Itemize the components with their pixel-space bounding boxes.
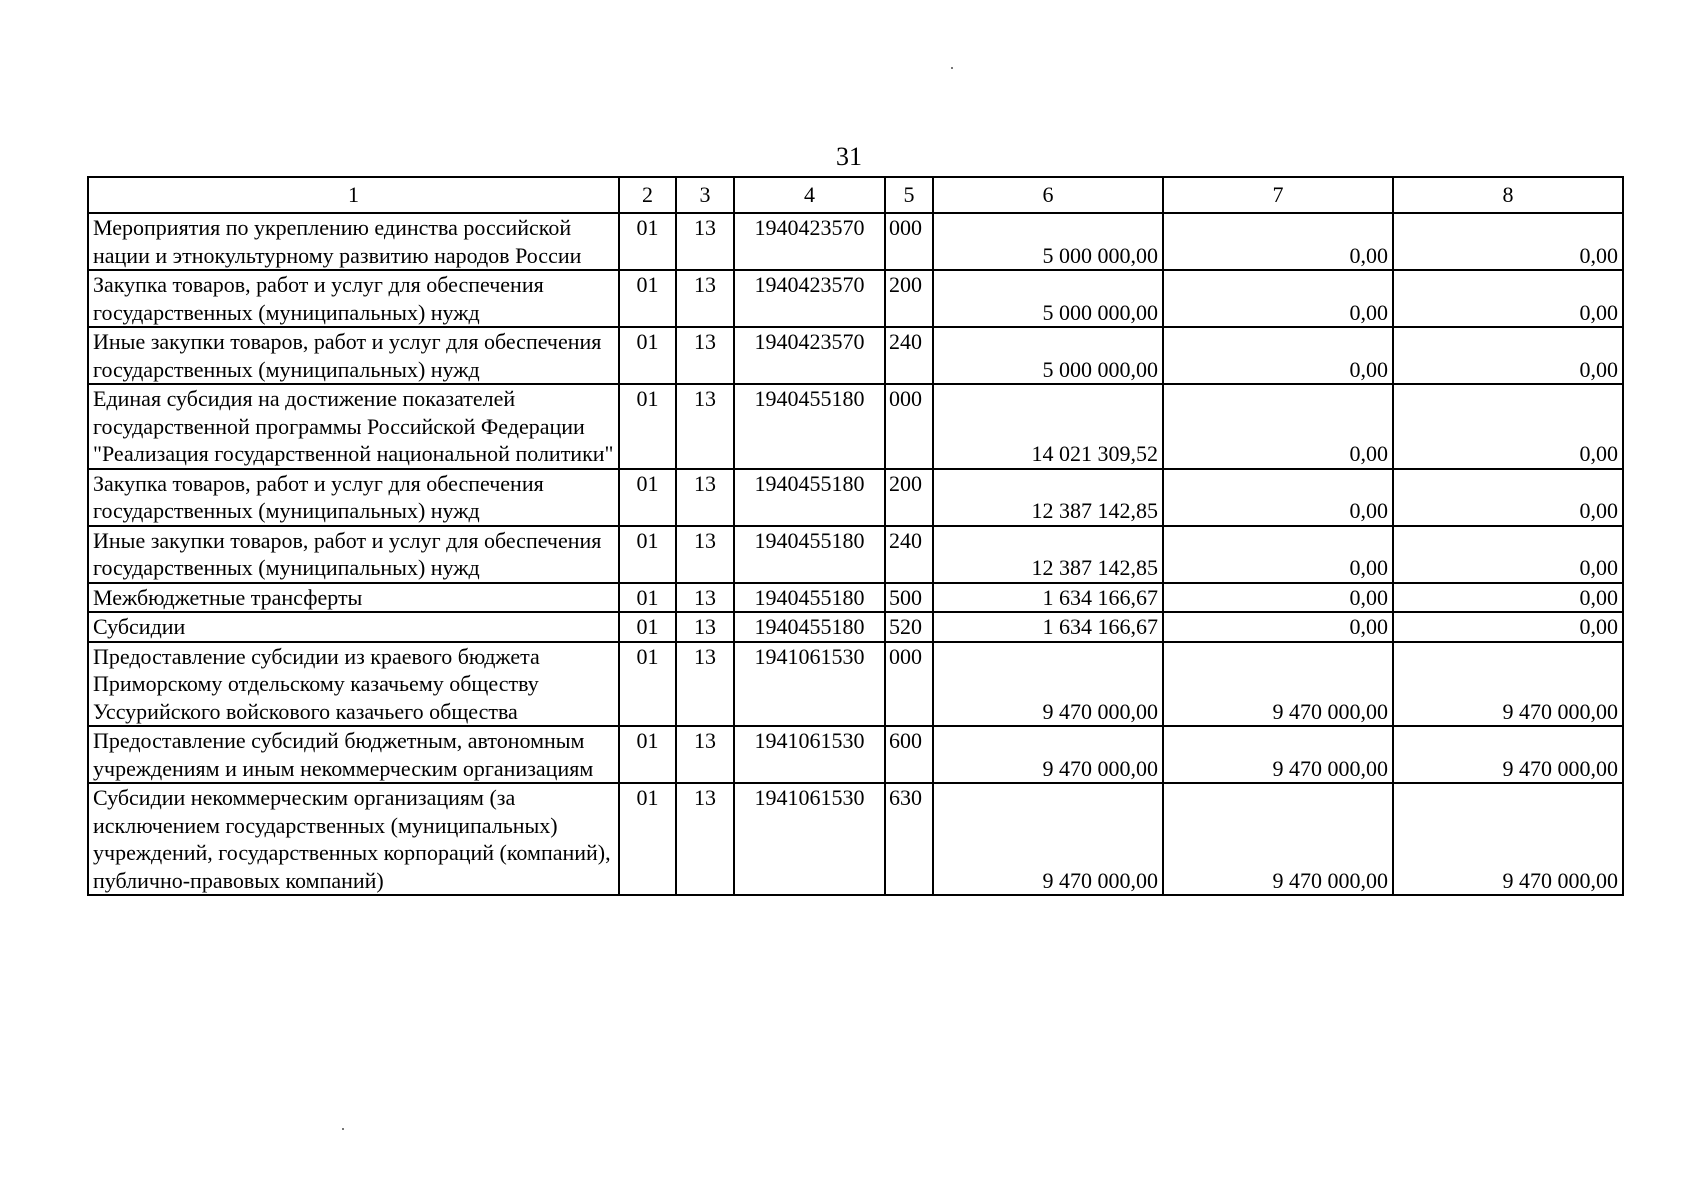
table-body — [88, 213, 1623, 895]
amount-col-7: 0,00 — [1163, 583, 1393, 613]
section-code: 01 — [619, 213, 676, 270]
amount-col-6: 5 000 000,00 — [933, 213, 1163, 270]
target-article-code: 1940455180 — [734, 583, 885, 613]
amount-col-7: 9 470 000,00 — [1163, 642, 1393, 727]
amount-col-6: 12 387 142,85 — [933, 469, 1163, 526]
amount-col-7: 0,00 — [1163, 612, 1393, 642]
target-article-code: 1940423570 — [734, 327, 885, 384]
amount-col-8: 9 470 000,00 — [1393, 783, 1623, 895]
item-name: Единая субсидия на достижение показателей государственной программы Российской Федерации "Реализация государственной национальной политики" — [88, 384, 619, 469]
expense-type-code: 520 — [885, 612, 933, 642]
amount-col-8: 0,00 — [1393, 384, 1623, 469]
item-name: Закупка товаров, работ и услуг для обеспечения государственных (муниципальных) нужд — [88, 469, 619, 526]
item-name: Межбюджетные трансферты — [88, 583, 619, 613]
target-article-code: 1940455180 — [734, 526, 885, 583]
expense-type-code: 000 — [885, 384, 933, 469]
column-header: 1 — [88, 177, 619, 213]
subsection-code: 13 — [676, 469, 734, 526]
item-name: Иные закупки товаров, работ и услуг для обеспечения государственных (муниципальных) нужд — [88, 327, 619, 384]
subsection-code: 13 — [676, 213, 734, 270]
amount-col-8: 9 470 000,00 — [1393, 642, 1623, 727]
amount-col-6: 14 021 309,52 — [933, 384, 1163, 469]
item-name: Предоставление субсидий бюджетным, автономным учреждениям и иным некоммерческим организациям — [88, 726, 619, 783]
column-header: 4 — [734, 177, 885, 213]
amount-col-7: 9 470 000,00 — [1163, 783, 1393, 895]
section-code: 01 — [619, 612, 676, 642]
section-code: 01 — [619, 327, 676, 384]
section-code: 01 — [619, 642, 676, 727]
section-code: 01 — [619, 384, 676, 469]
table-row — [88, 642, 1623, 727]
table-row — [88, 384, 1623, 469]
header-row — [88, 177, 1623, 213]
subsection-code: 13 — [676, 327, 734, 384]
target-article-code: 1940455180 — [734, 384, 885, 469]
amount-col-7: 0,00 — [1163, 469, 1393, 526]
amount-col-6: 9 470 000,00 — [933, 726, 1163, 783]
target-article-code: 1940455180 — [734, 469, 885, 526]
amount-col-6: 12 387 142,85 — [933, 526, 1163, 583]
budget-table — [87, 176, 1624, 896]
amount-col-6: 9 470 000,00 — [933, 783, 1163, 895]
column-header: 5 — [885, 177, 933, 213]
item-name: Мероприятия по укреплению единства российской нации и этнокультурному развитию народов России — [88, 213, 619, 270]
expense-type-code: 240 — [885, 327, 933, 384]
target-article-code: 1941061530 — [734, 726, 885, 783]
table-row — [88, 469, 1623, 526]
amount-col-6: 1 634 166,67 — [933, 612, 1163, 642]
expense-type-code: 240 — [885, 526, 933, 583]
target-article-code: 1940423570 — [734, 270, 885, 327]
subsection-code: 13 — [676, 384, 734, 469]
amount-col-8: 0,00 — [1393, 583, 1623, 613]
table-row — [88, 270, 1623, 327]
amount-col-7: 0,00 — [1163, 384, 1393, 469]
section-code: 01 — [619, 526, 676, 583]
section-code: 01 — [619, 270, 676, 327]
amount-col-6: 5 000 000,00 — [933, 327, 1163, 384]
amount-col-8: 0,00 — [1393, 213, 1623, 270]
expense-type-code: 000 — [885, 642, 933, 727]
table-row — [88, 726, 1623, 783]
amount-col-8: 0,00 — [1393, 469, 1623, 526]
subsection-code: 13 — [676, 612, 734, 642]
amount-col-8: 0,00 — [1393, 612, 1623, 642]
amount-col-7: 0,00 — [1163, 213, 1393, 270]
column-header: 6 — [933, 177, 1163, 213]
expense-type-code: 200 — [885, 469, 933, 526]
column-header: 3 — [676, 177, 734, 213]
amount-col-7: 0,00 — [1163, 327, 1393, 384]
table-row — [88, 526, 1623, 583]
amount-col-6: 9 470 000,00 — [933, 642, 1163, 727]
column-header: 7 — [1163, 177, 1393, 213]
expense-type-code: 200 — [885, 270, 933, 327]
expense-type-code: 600 — [885, 726, 933, 783]
section-code: 01 — [619, 583, 676, 613]
table-row — [88, 213, 1623, 270]
expense-type-code: 630 — [885, 783, 933, 895]
amount-col-8: 9 470 000,00 — [1393, 726, 1623, 783]
column-header: 2 — [619, 177, 676, 213]
table-row — [88, 327, 1623, 384]
item-name: Субсидии некоммерческим организациям (за исключением государственных (муниципальных) учреждений, государственных корпораций (компаний), публично-правовых компаний) — [88, 783, 619, 895]
target-article-code: 1940455180 — [734, 612, 885, 642]
column-header: 8 — [1393, 177, 1623, 213]
subsection-code: 13 — [676, 270, 734, 327]
amount-col-6: 5 000 000,00 — [933, 270, 1163, 327]
amount-col-8: 0,00 — [1393, 270, 1623, 327]
subsection-code: 13 — [676, 583, 734, 613]
target-article-code: 1941061530 — [734, 783, 885, 895]
item-name: Закупка товаров, работ и услуг для обеспечения государственных (муниципальных) нужд — [88, 270, 619, 327]
amount-col-7: 0,00 — [1163, 270, 1393, 327]
scan-speck — [951, 67, 953, 69]
section-code: 01 — [619, 469, 676, 526]
target-article-code: 1940423570 — [734, 213, 885, 270]
subsection-code: 13 — [676, 783, 734, 895]
expense-type-code: 500 — [885, 583, 933, 613]
subsection-code: 13 — [676, 526, 734, 583]
amount-col-8: 0,00 — [1393, 526, 1623, 583]
table-row — [88, 783, 1623, 895]
section-code: 01 — [619, 726, 676, 783]
subsection-code: 13 — [676, 642, 734, 727]
subsection-code: 13 — [676, 726, 734, 783]
expense-type-code: 000 — [885, 213, 933, 270]
amount-col-7: 9 470 000,00 — [1163, 726, 1393, 783]
target-article-code: 1941061530 — [734, 642, 885, 727]
item-name: Субсидии — [88, 612, 619, 642]
section-code: 01 — [619, 783, 676, 895]
page-number: 31 — [836, 142, 862, 171]
table-row — [88, 612, 1623, 642]
amount-col-7: 0,00 — [1163, 526, 1393, 583]
item-name: Иные закупки товаров, работ и услуг для обеспечения государственных (муниципальных) нужд — [88, 526, 619, 583]
scan-speck — [342, 1128, 344, 1130]
item-name: Предоставление субсидии из краевого бюджета Приморскому отдельскому казачьему обществу Уссурийского войскового казачьего общества — [88, 642, 619, 727]
table-row — [88, 583, 1623, 613]
amount-col-8: 0,00 — [1393, 327, 1623, 384]
amount-col-6: 1 634 166,67 — [933, 583, 1163, 613]
